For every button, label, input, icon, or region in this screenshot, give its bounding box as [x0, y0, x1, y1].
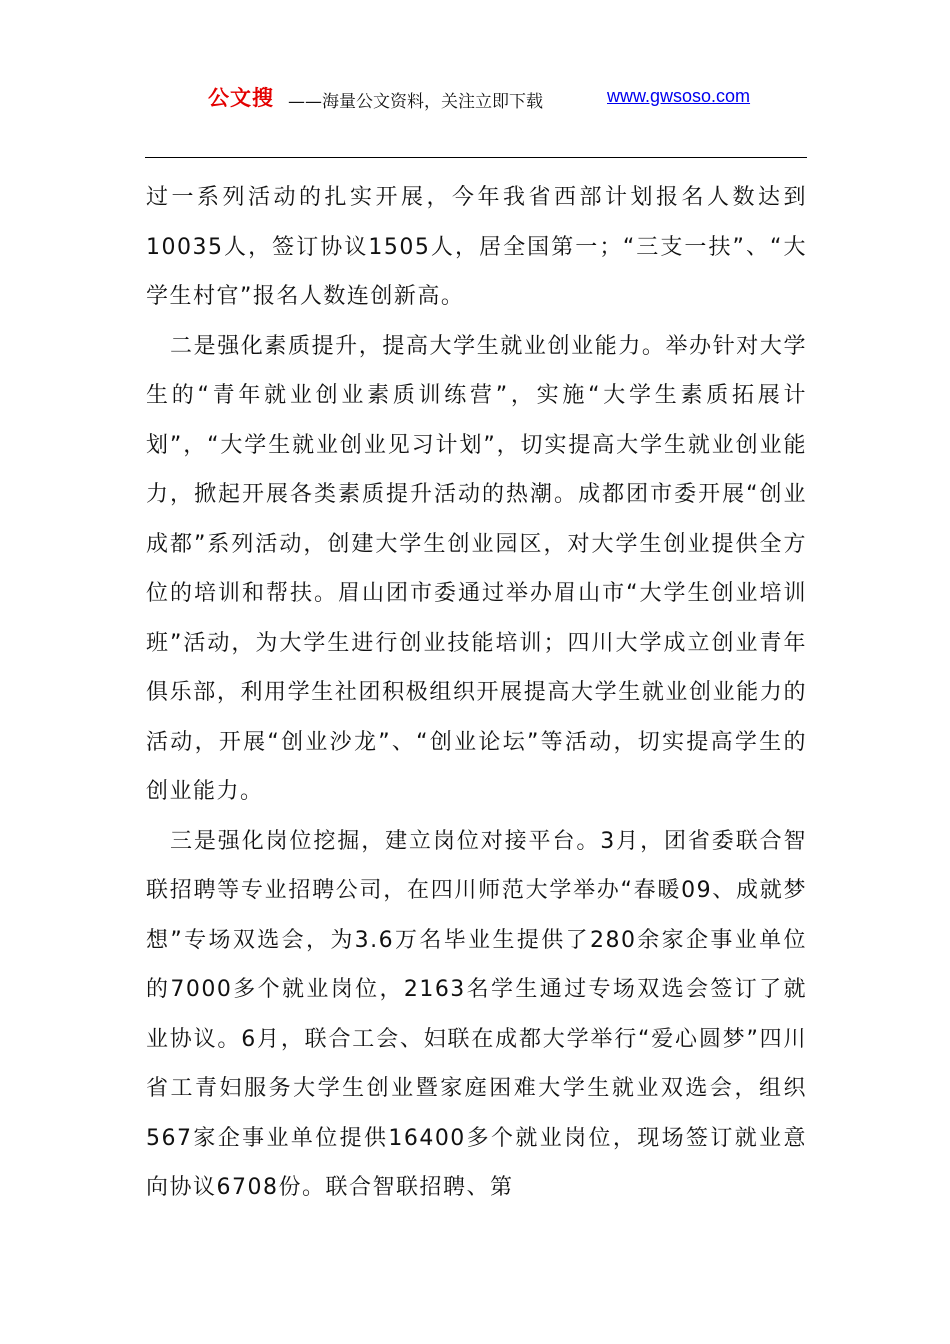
page-header [0, 80, 950, 114]
paragraph-quality-improvement: 二是强化素质提升，提高大学生就业创业能力。举办针对大学生的“青年就业创业素质训练营”，实施“大学生素质拓展计划”，“大学生就业创业见习计划”，切实提高大学生就业创业能力，掀起开展各类素质提升活动的热潮。成都团市委开展“创业成都”系列活动，创建大学生创业园区，对大学生创业提供全方位的培训和帮扶。眉山团市委通过举办眉山市“大学生创业培训班”活动，为大学生进行创业技能培训；四川大学成立创业青年俱乐部，利用学生社团积极组织开展提高大学生就业创业能力的活动，开展“创业沙龙”、“创业论坛”等活动，切实提高学生的创业能力。 [146, 333, 807, 804]
header-tagline: ——海量公文资料，关注立即下载 [288, 92, 543, 112]
document-body [146, 173, 807, 1233]
header-divider [145, 157, 807, 158]
paragraph-continuation: 过一系列活动的扎实开展，今年我省西部计划报名人数达到10035人，签订协议1505人，居全国第一；“三支一扶”、“大学生村官”报名人数连创新高。 [146, 185, 807, 309]
website-link[interactable]: www.gwsoso.com [607, 86, 751, 106]
paragraph-job-platform: 三是强化岗位挖掘，建立岗位对接平台。3月，团省委联合智联招聘等专业招聘公司，在四川师范大学举办“春暖09、成就梦想”专场双选会，为3.6万名毕业生提供了280余家企事业单位的7000多个就业岗位，2163名学生通过专场双选会签订了就业协议。6月，联合工会、妇联在成都大学举行“爱心圆梦”四川省工青妇服务大学生创业暨家庭困难大学生就业双选会，组织567家企事业单位提供16400多个就业岗位，现场签订就业意向协议6708份。联合智联招聘、第 [146, 828, 807, 1200]
brand-logo-text: 公文搜 [208, 86, 274, 110]
